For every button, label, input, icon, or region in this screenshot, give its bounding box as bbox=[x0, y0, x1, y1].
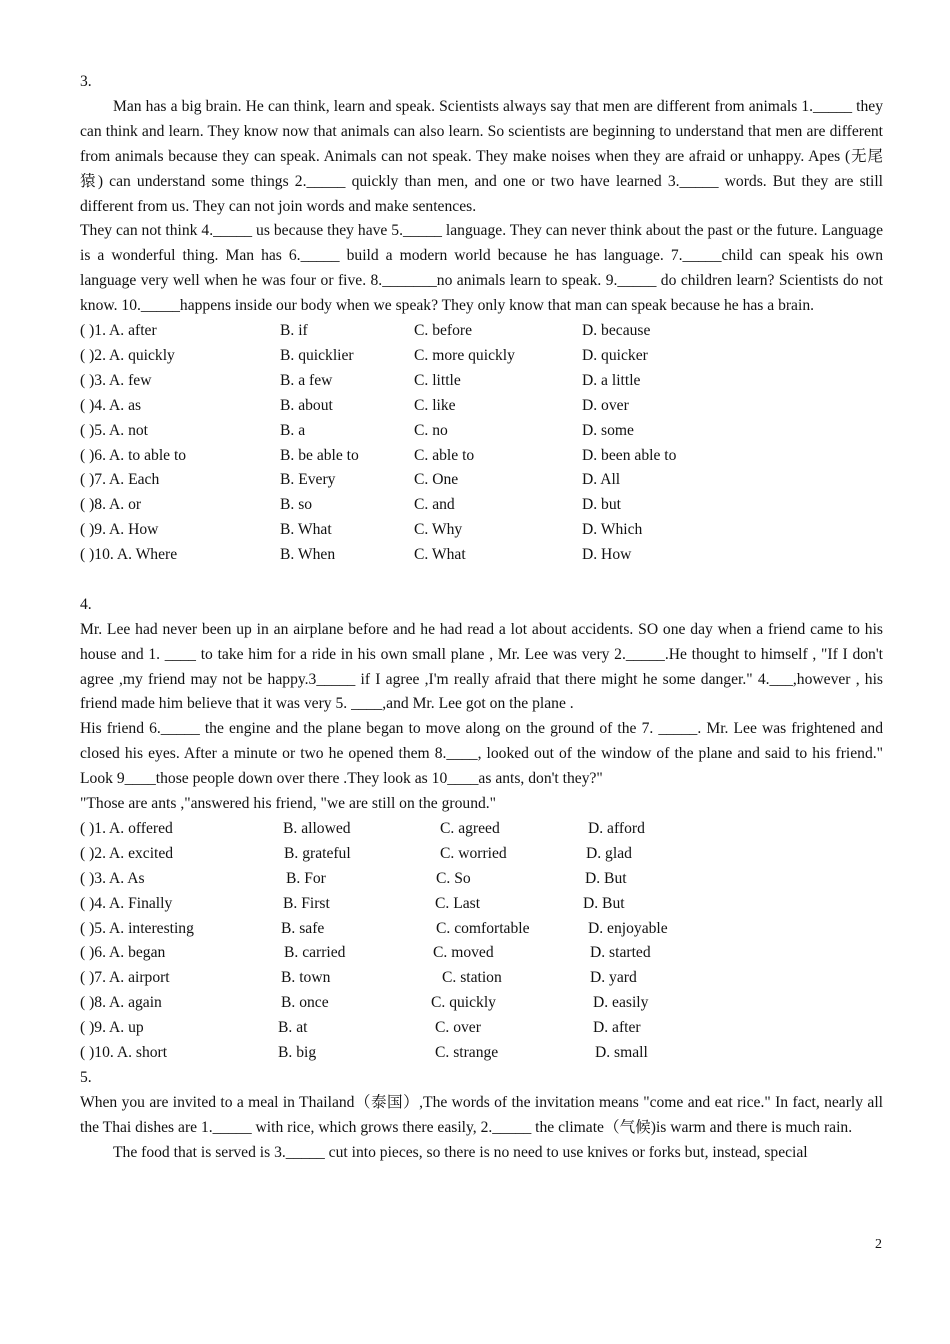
question-row bbox=[80, 1041, 883, 1066]
option-c: C. strange bbox=[435, 1044, 499, 1062]
option-c: C. no bbox=[414, 421, 448, 439]
section-4 bbox=[80, 593, 883, 1066]
question-row bbox=[80, 444, 883, 469]
passage-paragraph: "Those are ants ,"answered his friend, "we are still on the ground." bbox=[80, 795, 497, 813]
option-b: B. When bbox=[280, 546, 336, 564]
page-number: 2 bbox=[875, 1237, 882, 1252]
option-b: B. First bbox=[283, 894, 330, 912]
option-d: D. after bbox=[593, 1019, 641, 1037]
section-number: 4. bbox=[80, 595, 92, 613]
passage-paragraph: Man has a big brain. He can think, learn and speak. Scientists always say that men are different from animals 1._____ they can think and learn. They know now that animals can also learn. So scientists are beginning to understand that men are different from animals because they can speak. Animals can not speak. They make noises when they are afraid or unhappy. Apes (无尾猿) can understand some things 2._____ quickly than men, and one or two have learned 3._____ words. But they are still different from us. They can not join words and make sentences. bbox=[80, 97, 883, 215]
option-b: B. be able to bbox=[280, 446, 359, 464]
question-row bbox=[80, 966, 883, 991]
option-d: D. over bbox=[582, 396, 629, 414]
option-d: D. quicker bbox=[582, 346, 648, 364]
passage-paragraph: They can not think 4._____ us because they have 5._____ language. They can never think about the past or the future. Language is a wonderful thing. Man has 6._____ build a modern world because he has language. 7._____child can speak his own language very well when he was four or five. 8._______no animals learn to speak. 9._____ do children learn? Scientists do not know. 10._____happens inside our body when we speak? They only know that man can speak because he has a brain. bbox=[80, 222, 883, 315]
option-b: B. Every bbox=[280, 471, 336, 489]
option-a: ( )3. A. As bbox=[80, 869, 145, 887]
option-d: D. because bbox=[582, 322, 651, 340]
option-a: ( )3. A. few bbox=[80, 371, 152, 389]
option-c: C. What bbox=[414, 546, 466, 564]
option-a: ( )4. A. Finally bbox=[80, 894, 173, 912]
option-d: D. afford bbox=[588, 820, 645, 838]
question-row bbox=[80, 394, 883, 419]
option-d: D. some bbox=[582, 421, 634, 439]
option-d: D. been able to bbox=[582, 446, 677, 464]
option-d: D. But bbox=[585, 869, 627, 887]
option-d: D. Which bbox=[582, 521, 643, 539]
option-b: B. once bbox=[281, 994, 329, 1012]
passage-paragraph: Mr. Lee had never been up in an airplane before and he had read a lot about accidents. SO one day when a friend came to his house and 1. ____ to take him for a ride in his own small plane , Mr. Lee was very 2._____.He thought to himself , "If I don't agree ,my friend may not be happy.3_____ if I agree ,I'm really afraid that there might he some danger." 4.___,however , his friend made him believe that it was very 5. ____,and Mr. Lee got on the plane . bbox=[80, 620, 883, 713]
option-c: C. little bbox=[414, 371, 461, 389]
option-d: D. easily bbox=[593, 994, 649, 1012]
option-d: D. yard bbox=[590, 969, 637, 987]
option-a: ( )6. A. began bbox=[80, 944, 166, 962]
option-b: B. safe bbox=[281, 919, 325, 937]
option-b: B. town bbox=[281, 969, 331, 987]
question-row bbox=[80, 419, 883, 444]
option-a: ( )9. A. up bbox=[80, 1019, 144, 1037]
option-d: D. but bbox=[582, 496, 621, 514]
option-b: B. a bbox=[280, 421, 306, 439]
passage-paragraph: The food that is served is 3._____ cut into pieces, so there is no need to use knives or forks but, instead, special bbox=[113, 1143, 808, 1161]
option-b: B. a few bbox=[280, 371, 333, 389]
option-d: D. small bbox=[595, 1044, 648, 1062]
option-c: C. moved bbox=[433, 944, 494, 962]
option-c: C. before bbox=[414, 322, 473, 340]
question-row bbox=[80, 319, 883, 344]
option-c: C. Last bbox=[435, 894, 481, 912]
question-row bbox=[80, 817, 883, 842]
option-d: D. But bbox=[583, 894, 625, 912]
option-a: ( )7. A. airport bbox=[80, 969, 170, 987]
option-b: B. quicklier bbox=[280, 346, 354, 364]
option-c: C. So bbox=[436, 869, 471, 887]
question-row bbox=[80, 867, 883, 892]
section-5 bbox=[80, 1066, 883, 1166]
question-row bbox=[80, 842, 883, 867]
option-a: ( )1. A. after bbox=[80, 322, 157, 340]
option-d: D. All bbox=[582, 471, 621, 489]
option-a: ( )10. A. Where bbox=[80, 546, 178, 564]
option-d: D. How bbox=[582, 546, 632, 564]
option-a: ( )1. A. offered bbox=[80, 820, 173, 838]
option-d: D. glad bbox=[586, 844, 632, 862]
option-b: B. For bbox=[286, 869, 326, 887]
question-row bbox=[80, 468, 883, 493]
question-row bbox=[80, 1016, 883, 1041]
option-a: ( )8. A. or bbox=[80, 496, 142, 514]
option-c: C. able to bbox=[414, 446, 475, 464]
question-row bbox=[80, 917, 883, 942]
passage-paragraph: When you are invited to a meal in Thailand（泰国）,The words of the invitation means "come and eat rice." In fact, nearly all the Thai dishes are 1._____ with rice, which grows there easily, 2._____ the climate（气候)is warm and there is much rain. bbox=[80, 1093, 883, 1136]
option-a: ( )10. A. short bbox=[80, 1044, 168, 1062]
option-c: C. quickly bbox=[431, 994, 496, 1012]
option-b: B. grateful bbox=[284, 844, 351, 862]
option-c: C. over bbox=[435, 1019, 481, 1037]
option-a: ( )4. A. as bbox=[80, 396, 142, 414]
option-b: B. carried bbox=[284, 944, 346, 962]
option-d: D. a little bbox=[582, 371, 641, 389]
question-row bbox=[80, 344, 883, 369]
option-c: C. station bbox=[442, 969, 502, 987]
question-row bbox=[80, 543, 883, 568]
option-a: ( )8. A. again bbox=[80, 994, 162, 1012]
option-c: C. more quickly bbox=[414, 346, 515, 364]
option-c: C. agreed bbox=[440, 820, 500, 838]
section-number: 3. bbox=[80, 73, 92, 90]
option-a: ( )5. A. not bbox=[80, 421, 149, 439]
question-row bbox=[80, 369, 883, 394]
question-row bbox=[80, 518, 883, 543]
option-a: ( )6. A. to able to bbox=[80, 446, 187, 464]
option-d: D. started bbox=[590, 944, 651, 962]
option-c: C. Why bbox=[414, 521, 463, 539]
option-a: ( )9. A. How bbox=[80, 521, 159, 539]
option-a: ( )2. A. quickly bbox=[80, 346, 175, 364]
option-a: ( )7. A. Each bbox=[80, 471, 160, 489]
question-row bbox=[80, 493, 883, 518]
option-b: B. at bbox=[278, 1019, 308, 1037]
option-b: B. if bbox=[280, 322, 308, 340]
option-b: B. allowed bbox=[283, 820, 351, 838]
option-b: B. about bbox=[280, 396, 333, 414]
option-c: C. comfortable bbox=[436, 919, 530, 937]
option-b: B. so bbox=[280, 496, 313, 514]
option-c: C. like bbox=[414, 396, 456, 414]
question-row bbox=[80, 991, 883, 1016]
option-b: B. What bbox=[280, 521, 332, 539]
option-d: D. enjoyable bbox=[588, 919, 668, 937]
option-a: ( )2. A. excited bbox=[80, 844, 174, 862]
spacer bbox=[80, 568, 883, 593]
passage-paragraph: His friend 6._____ the engine and the plane began to move along on the ground of the 7. _____. Mr. Lee was frightened and closed his eyes. After a minute or two he opened them 8.____, looked out of the window of the plane and said to his friend." Look 9____those people down over there .They look as 10____as ants, don't they?" bbox=[80, 720, 883, 788]
question-row bbox=[80, 892, 883, 917]
option-a: ( )5. A. interesting bbox=[80, 919, 194, 937]
option-b: B. big bbox=[278, 1044, 317, 1062]
option-c: C. One bbox=[414, 471, 459, 489]
option-c: C. and bbox=[414, 496, 455, 514]
section-number: 5. bbox=[80, 1068, 92, 1086]
question-row bbox=[80, 941, 883, 966]
document-page bbox=[80, 70, 883, 1166]
option-c: C. worried bbox=[440, 844, 507, 862]
section-3 bbox=[80, 70, 883, 568]
